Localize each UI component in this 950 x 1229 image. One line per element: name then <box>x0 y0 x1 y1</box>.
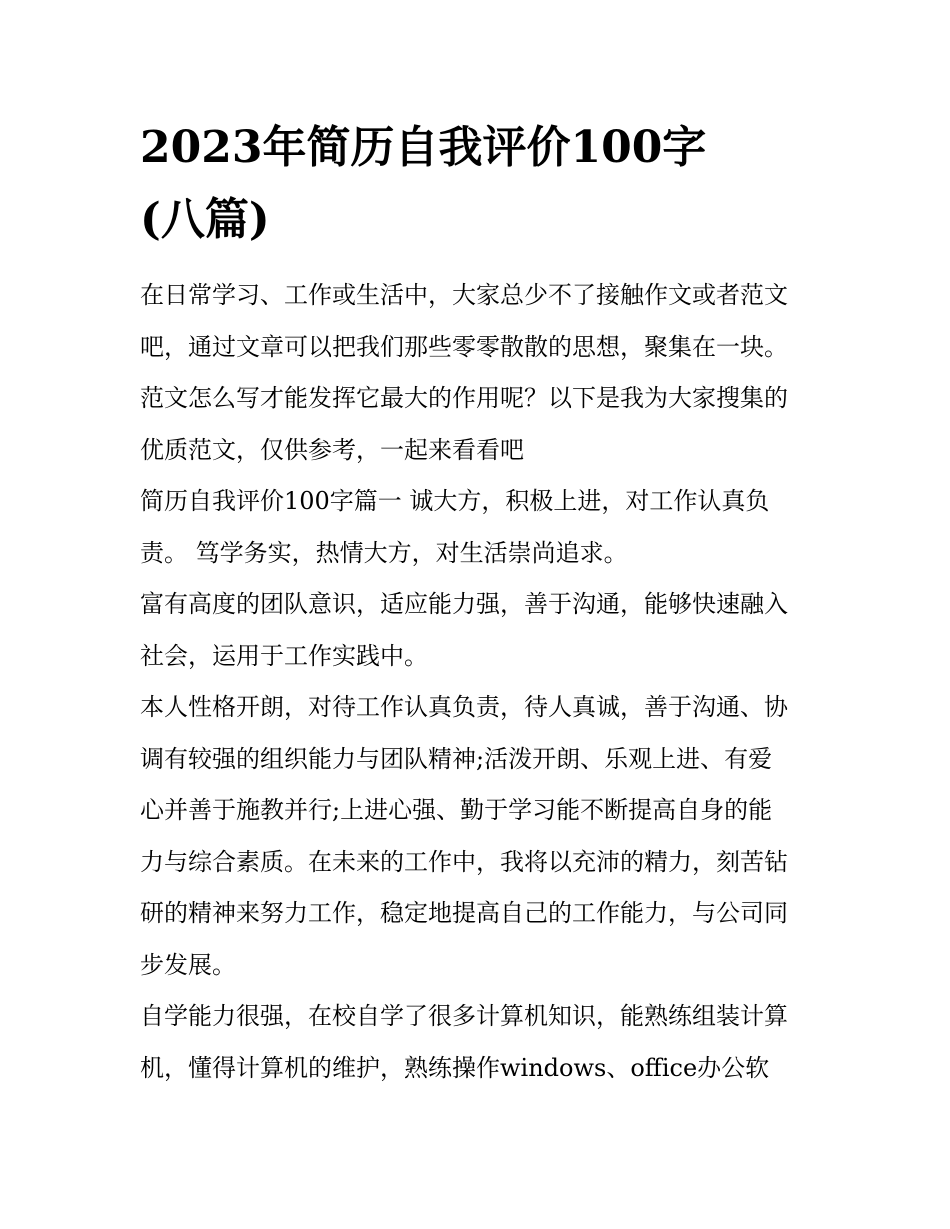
body-line: 调有较强的组织能力与团队精神;活泼开朗、乐观上进、有爱 <box>140 744 773 773</box>
body-line: 心并善于施教并行;上进心强、勤于学习能不断提高自身的能 <box>140 796 773 824</box>
body-line: 机，懂得计算机的维护，熟练操作windows、office办公软 <box>140 1053 770 1082</box>
body-line: 本人性格开朗，对待工作认真负责，待人真诚，善于沟通、协 <box>140 693 788 721</box>
body-line: 步发展。 <box>140 950 236 979</box>
body-line: 优质范文，仅供参考，一起来看看吧 <box>140 435 524 464</box>
body-line: 社会，运用于工作实践中。 <box>140 641 428 670</box>
body-line: 自学能力很强，在校自学了很多计算机知识，能熟练组装计算 <box>140 1002 788 1030</box>
document-body <box>140 270 815 1094</box>
document-title <box>140 112 815 256</box>
body-line: 吧，通过文章可以把我们那些零零散散的思想，聚集在一块。 <box>140 332 788 361</box>
body-line: 责。 笃学务实，热情大方，对生活崇尚追求。 <box>140 538 628 567</box>
body-line: 富有高度的团队意识，适应能力强，善于沟通，能够快速融入 <box>140 590 788 618</box>
document-content <box>140 112 815 1094</box>
body-line: 研的精神来努力工作，稳定地提高自己的工作能力，与公司同 <box>140 899 788 927</box>
body-line: 在日常学习、工作或生活中，大家总少不了接触作文或者范文 <box>140 281 788 309</box>
title-line-1: 2023年简历自我评价100字 <box>140 122 707 173</box>
body-line: 范文怎么写才能发挥它最大的作用呢？以下是我为大家搜集的 <box>140 384 788 412</box>
title-line-2: (八篇) <box>140 194 270 245</box>
body-line: 简历自我评价100字篇一 诚大方，积极上进，对工作认真负 <box>140 487 770 515</box>
body-line: 力与综合素质。在未来的工作中，我将以充沛的精力，刻苦钻 <box>140 847 788 876</box>
